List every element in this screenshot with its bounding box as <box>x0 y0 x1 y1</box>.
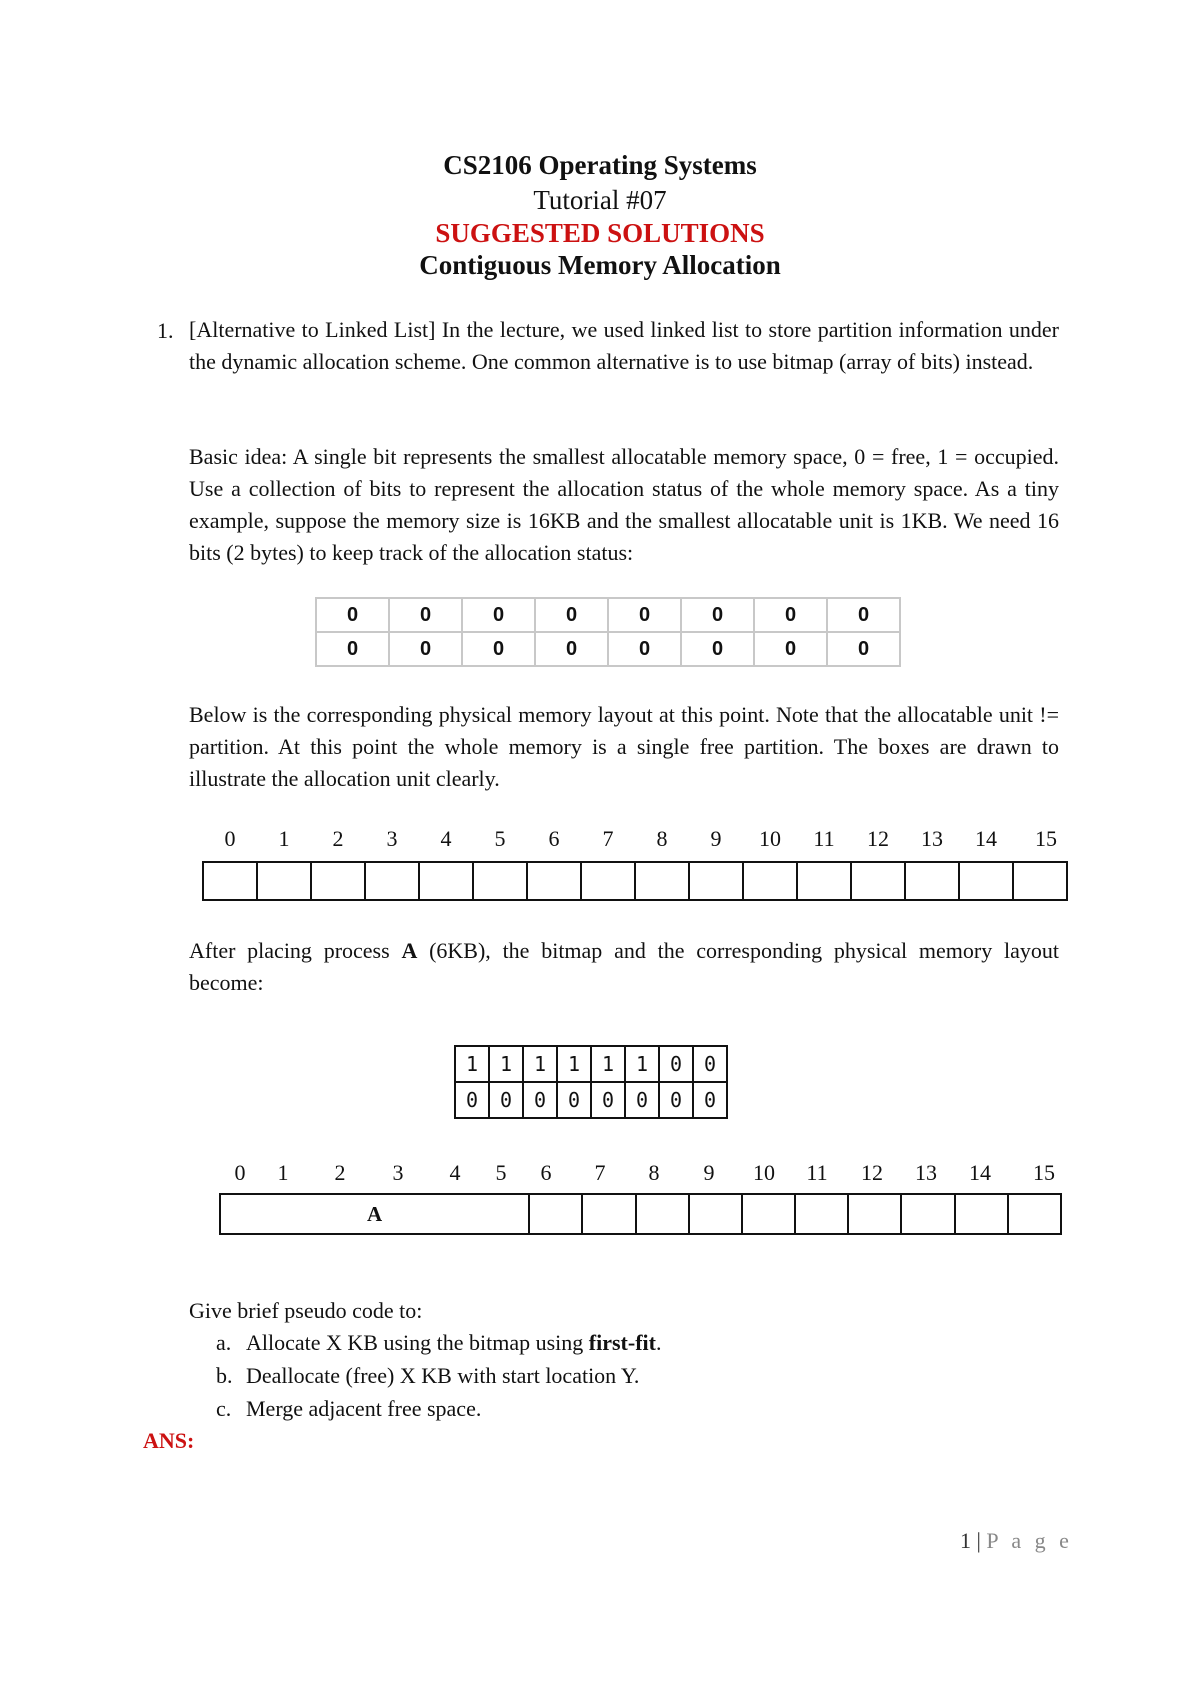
memory-unit <box>204 863 258 899</box>
bit-cell: 0 <box>389 598 462 632</box>
memory-unit <box>258 863 312 899</box>
unit-label: 11 <box>813 826 835 851</box>
course-title: CS2106 Operating Systems <box>443 150 757 180</box>
process-name-inline: A <box>401 938 418 963</box>
answer-label: ANS: <box>143 1428 195 1453</box>
unit-label: 6 <box>548 826 560 851</box>
topic-title: Contiguous Memory Allocation <box>419 250 781 280</box>
memory-unit <box>474 863 528 899</box>
unit-label: 5 <box>494 826 506 851</box>
memory-unit <box>690 1195 743 1233</box>
unit-label: 10 <box>759 826 781 851</box>
memory-unit <box>637 1195 690 1233</box>
memory-layout-initial <box>202 861 1068 901</box>
unit-label: 14 <box>975 826 997 851</box>
bit-cell: 0 <box>557 1082 591 1118</box>
give-pseudo-code-text: Give brief pseudo code to: <box>189 1298 423 1323</box>
after-text-post: (6KB), the bitmap and the corresponding physical memory layout become: <box>189 938 1059 995</box>
bit-cell: 0 <box>535 598 608 632</box>
list-text: Merge adjacent free space. <box>246 1396 482 1421</box>
memory-unit <box>902 1195 955 1233</box>
bit-cell: 0 <box>489 1082 523 1118</box>
bit-cell: 0 <box>462 632 535 666</box>
bit-cell: 0 <box>535 632 608 666</box>
bit-cell: 0 <box>681 598 754 632</box>
bitmap-row <box>316 598 900 632</box>
question-number: 1. <box>157 318 174 343</box>
bit-cell: 0 <box>681 632 754 666</box>
bit-cell: 1 <box>523 1046 557 1082</box>
tutorial-number: Tutorial #07 <box>533 185 667 215</box>
footer-separator: | <box>976 1528 981 1553</box>
unit-label: 13 <box>921 826 943 851</box>
bitmap-row <box>316 632 900 666</box>
list-marker: c. <box>216 1396 232 1421</box>
list-text: Deallocate (free) X KB with start location Y. <box>246 1363 640 1388</box>
unit-label: 6 <box>540 1160 552 1185</box>
unit-label: 5 <box>495 1160 507 1185</box>
memory-unit <box>690 863 744 899</box>
memory-unit <box>636 863 690 899</box>
list-item-b <box>216 1363 639 1389</box>
memory-unit <box>906 863 960 899</box>
page-number: 1 <box>960 1528 971 1553</box>
memory-unit <box>743 1195 796 1233</box>
bitmap-row <box>455 1082 727 1118</box>
unit-label: 11 <box>806 1160 828 1185</box>
bit-cell: 0 <box>754 632 827 666</box>
unit-label: 9 <box>703 1160 715 1185</box>
bit-cell: 0 <box>693 1046 727 1082</box>
unit-label: 1 <box>277 1160 289 1185</box>
list-item-c <box>216 1396 481 1422</box>
after-text-pre: After placing process <box>189 938 402 963</box>
list-text-post: . <box>655 1330 662 1355</box>
memory-unit <box>583 1195 636 1233</box>
unit-label: 0 <box>224 826 236 851</box>
bit-cell: 1 <box>455 1046 489 1082</box>
unit-label: 0 <box>234 1160 246 1185</box>
memory-unit <box>312 863 366 899</box>
bit-cell: 1 <box>557 1046 591 1082</box>
unit-label: 3 <box>386 826 398 851</box>
unit-label: 1 <box>278 826 290 851</box>
bit-cell: 0 <box>608 598 681 632</box>
bit-cell: 0 <box>455 1082 489 1118</box>
bit-cell: 0 <box>754 598 827 632</box>
unit-label: 12 <box>861 1160 883 1185</box>
bit-cell: 0 <box>693 1082 727 1118</box>
unit-label: 13 <box>915 1160 937 1185</box>
memory-unit <box>530 1195 583 1233</box>
list-text: Allocate X KB using the bitmap using <box>246 1330 589 1355</box>
unit-label: 8 <box>656 826 668 851</box>
bit-cell: 0 <box>462 598 535 632</box>
page-word: P a g e <box>986 1528 1073 1553</box>
bit-cell: 1 <box>489 1046 523 1082</box>
memory-unit <box>420 863 474 899</box>
unit-label: 7 <box>602 826 614 851</box>
unit-label: 14 <box>969 1160 991 1185</box>
memory-unit <box>796 1195 849 1233</box>
unit-label: 15 <box>1033 1160 1055 1185</box>
bit-cell: 1 <box>591 1046 625 1082</box>
bitmap-initial-table <box>315 597 901 667</box>
memory-unit <box>852 863 906 899</box>
solutions-label: SUGGESTED SOLUTIONS <box>435 218 765 248</box>
unit-label: 2 <box>334 1160 346 1185</box>
memory-unit <box>798 863 852 899</box>
unit-label: 15 <box>1035 826 1057 851</box>
memory-unit <box>849 1195 902 1233</box>
bit-cell: 0 <box>659 1046 693 1082</box>
after-placing-paragraph <box>189 935 1059 999</box>
unit-label: 4 <box>449 1160 461 1185</box>
memory-unit <box>582 863 636 899</box>
process-a-partition: A <box>221 1195 530 1233</box>
bit-cell: 0 <box>827 598 900 632</box>
memory-unit <box>960 863 1014 899</box>
bit-cell: 0 <box>316 598 389 632</box>
unit-label: 4 <box>440 826 452 851</box>
unit-label: 7 <box>594 1160 606 1185</box>
memory-unit <box>956 1195 1009 1233</box>
list-marker: b. <box>216 1363 233 1388</box>
memory-unit <box>366 863 420 899</box>
bit-cell: 1 <box>625 1046 659 1082</box>
list-item-a <box>216 1330 661 1356</box>
memory-unit <box>1009 1195 1060 1233</box>
bit-cell: 0 <box>625 1082 659 1118</box>
bit-cell: 0 <box>523 1082 557 1118</box>
unit-label: 12 <box>867 826 889 851</box>
list-marker: a. <box>216 1330 232 1355</box>
bit-cell: 0 <box>827 632 900 666</box>
page-footer <box>960 1528 1073 1554</box>
bit-cell: 0 <box>608 632 681 666</box>
basic-idea-paragraph: Basic idea: A single bit represents the smallest allocatable memory space, 0 = free, 1 = occupied. Use a collection of bits to represent the allocation status of the whole memory space. As a tiny example, suppose the memory size is 16KB and the smallest allocatable unit is 1KB. We need 16 bits (2 bytes) to keep track of the allocation status: <box>189 444 1059 565</box>
bit-cell: 0 <box>659 1082 693 1118</box>
bitmap-after-table <box>454 1045 728 1119</box>
unit-label: 8 <box>648 1160 660 1185</box>
memory-layout-after <box>219 1193 1062 1235</box>
memory-unit <box>528 863 582 899</box>
unit-label: 2 <box>332 826 344 851</box>
memory-unit <box>744 863 798 899</box>
bitmap-row <box>455 1046 727 1082</box>
list-text-bold: first-fit <box>588 1330 656 1355</box>
bit-cell: 0 <box>591 1082 625 1118</box>
unit-label: 9 <box>710 826 722 851</box>
memory-unit <box>1014 863 1066 899</box>
question-intro: [Alternative to Linked List] In the lecture, we used linked list to store partition information under the dynamic allocation scheme. One common alternative is to use bitmap (array of bits) instead. <box>189 317 1059 374</box>
bit-cell: 0 <box>389 632 462 666</box>
unit-label: 10 <box>753 1160 775 1185</box>
layout-paragraph: Below is the corresponding physical memory layout at this point. Note that the allocatable unit != partition. At this point the whole memory is a single free partition. The boxes are drawn to illustrate the allocation unit clearly. <box>189 702 1059 791</box>
unit-label: 3 <box>392 1160 404 1185</box>
bit-cell: 0 <box>316 632 389 666</box>
